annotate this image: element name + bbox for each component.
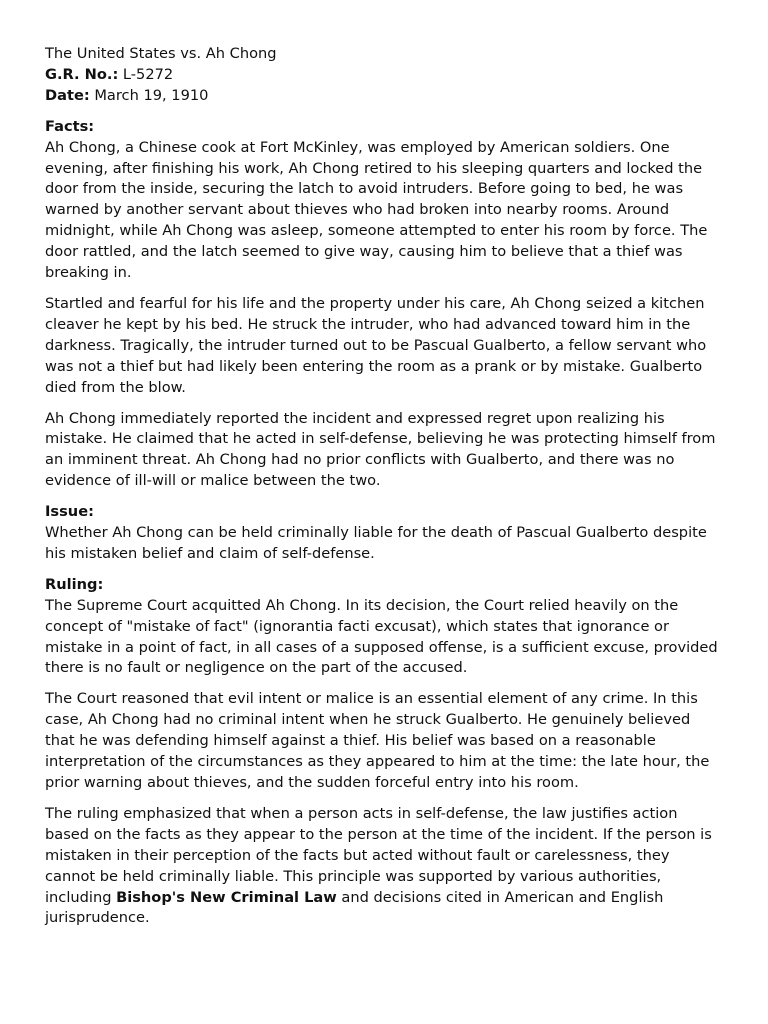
issue-paragraph: Whether Ah Chong can be held criminally liable for the death of Pascual Gualberto despite his mistaken belief and claim of self-defense. — [45, 524, 707, 562]
ruling-heading: Ruling: — [45, 575, 104, 593]
gr-number-label: G.R. No.: — [45, 65, 119, 83]
date-value: March 19, 1910 — [94, 86, 209, 104]
issue-heading: Issue: — [45, 503, 94, 521]
facts-paragraph-2: Startled and fearful for his life and the property under his care, Ah Chong seized a kitchen cleaver he kept by his bed. He struck the intruder, who had advanced toward him in the darkness. Tragically, the intruder turned out to be Pascual Gualberto, a fellow servant who was not a thief but had likely been entering the room as a prank or by mistake. Gualberto died from the blow. — [45, 294, 707, 396]
ruling-paragraph-1: The Supreme Court acquitted Ah Chong. In its decision, the Court relied heavily on the concept of "mistake of fact" (ignorantia facti excusat), which states that ignorance or mistake in a point of fact, in all cases of a supposed offense, is a sufficient excuse, provided there is no fault or negligence on the part of the accused. — [45, 596, 718, 677]
date-line — [45, 86, 723, 107]
ruling-paragraph-3-text-after: and decisions cited in American and English jurisprudence. — [45, 888, 664, 927]
case-title: The United States vs. Ah Chong — [45, 45, 277, 62]
facts-paragraph-3: Ah Chong immediately reported the incident and expressed regret upon realizing his mistake. He claimed that he acted in self-defense, believing he was protecting himself from an imminent threat. Ah Chong had no prior conflicts with Gualberto, and there was no evidence of ill-will or malice between the two. — [45, 409, 716, 490]
gr-number-line — [45, 65, 723, 86]
gr-number-value: L-5272 — [122, 65, 174, 83]
facts-paragraph-1: Ah Chong, a Chinese cook at Fort McKinley, was employed by American soldiers. One evening, after finishing his work, Ah Chong retired to his sleeping quarters and locked the door from the inside, securing the latch to avoid intruders. Before going to bed, he was warned by another servant about thieves who had broken into nearby rooms. Around midnight, while Ah Chong was asleep, someone attempted to enter his room by force. The door rattled, and the latch seemed to give way, causing him to believe that a thief was breaking in. — [45, 138, 708, 282]
date-label: Date: — [45, 86, 90, 104]
facts-heading: Facts: — [45, 117, 95, 135]
cited-authority-title: Bishop's New Criminal Law — [116, 888, 337, 906]
ruling-paragraph-3 — [45, 804, 723, 929]
ruling-paragraph-3-text-before: The ruling emphasized that when a person acts in self-defense, the law justifies action based on the facts as they appear to the person at the time of the incident. If the person is mistaken in their perception of the facts but acted without fault or carelessness, they cannot be held criminally liable. This principle was supported by various authorities, including — [45, 804, 712, 906]
ruling-paragraph-2: The Court reasoned that evil intent or malice is an essential element of any crime. In this case, Ah Chong had no criminal intent when he struck Gualberto. He genuinely believed that he was defending himself against a thief. His belief was based on a reasonable interpretation of the circumstances as they appeared to him at the time: the late hour, the prior warning about thieves, and the sudden forceful entry into his room. — [45, 690, 710, 791]
